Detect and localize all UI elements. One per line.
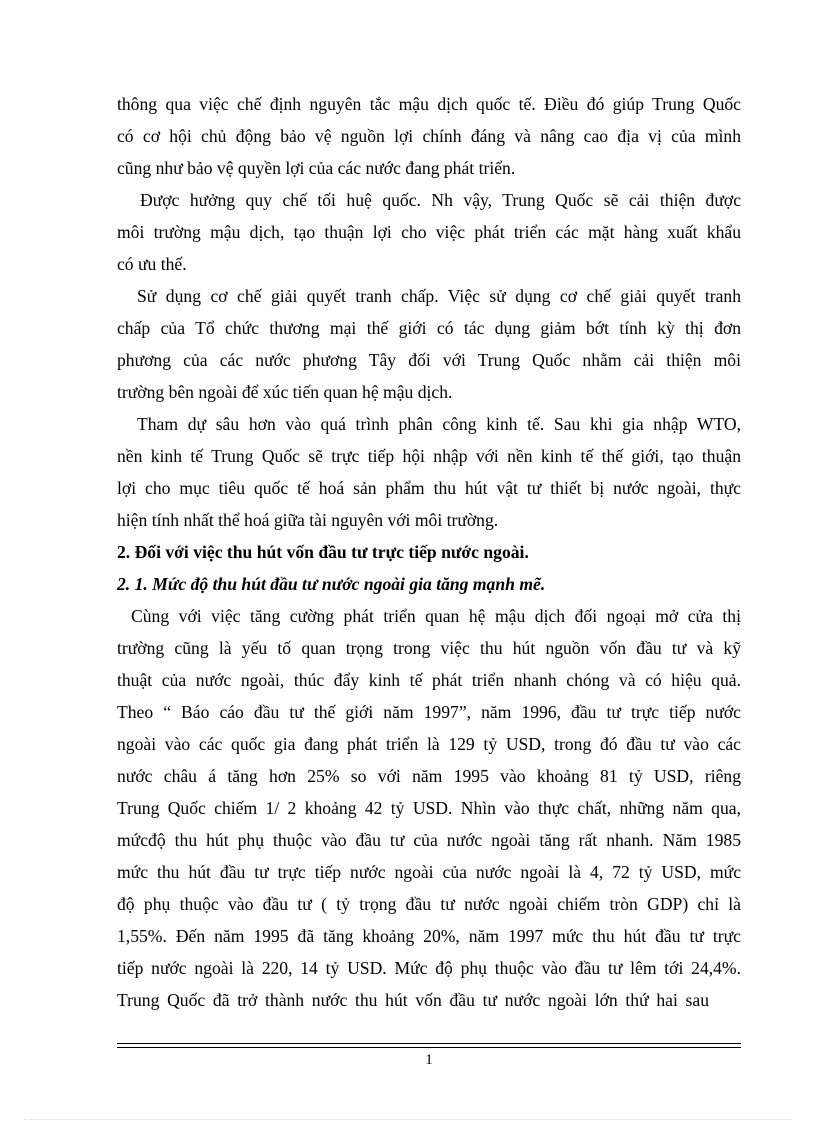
footer-divider [117, 1047, 741, 1048]
text-line: nước châu á tăng hơn 25% so với năm 1995 vào khoảng 81 tỷ USD, riêng [117, 766, 741, 786]
text-line: độ phụ thuộc vào đầu tư ( tỷ trọng đầu tư nước ngoài chiếm tròn GDP) chỉ là [117, 894, 741, 914]
text-line: trường bên ngoài để xúc tiến quan hệ mậu dịch. [117, 382, 453, 402]
text-line: cũng như bảo vệ quyền lợi của các nước đang phát triển. [117, 158, 516, 178]
text-line: thông qua việc chế định nguyên tắc mậu dịch quốc tế. Điều đó giúp Trung Quốc [117, 94, 741, 114]
text-line: phương của các nước phương Tây đối với Trung Quốc nhằm cải thiện môi [117, 350, 741, 370]
text-line: tiếp nước ngoài là 220, 14 tỷ USD. Mức độ phụ thuộc vào đầu tư lêm tới 24,4%. [117, 958, 741, 978]
text-line: Được hưởng quy chế tối huệ quốc. Nh vậy, Trung Quốc sẽ cải thiện được [140, 190, 741, 210]
text-line: hiện tính nhất thể hoá giữa tài nguyên với môi trường. [117, 510, 499, 530]
section-heading: 2. Đối với việc thu hút vốn đầu tư trực tiếp nước ngoài. [117, 542, 529, 562]
page-number: 1 [425, 1052, 433, 1068]
text-line: Tham dự sâu hơn vào quá trình phân công kinh tế. Sau khi gia nhập WTO, [137, 414, 741, 434]
text-line: môi trường mậu dịch, tạo thuận lợi cho việc phát triển các mặt hàng xuất khẩu [117, 222, 741, 242]
text-line: chấp của Tổ chức thương mại thế giới có tác dụng giảm bớt tính kỳ thị đơn [117, 318, 741, 338]
subsection-heading: 2. 1. Mức độ thu hút đầu tư nước ngoài gia tăng mạnh mẽ. [117, 574, 546, 594]
text-line: Trung Quốc chiếm 1/ 2 khoảng 42 tỷ USD. Nhìn vào thực chất, những năm qua, [117, 798, 741, 818]
text-line: trường cũng là yếu tố quan trọng trong việc thu hút nguồn vốn đầu tư và kỹ [117, 638, 741, 658]
text-line: ngoài vào các quốc gia đang phát triển là 129 tỷ USD, trong đó đầu tư vào các [117, 734, 741, 754]
text-line: Cùng với việc tăng cường phát triển quan hệ mậu dịch đối ngoại mở cửa thị [131, 606, 741, 626]
text-line: thuật của nước ngoài, thúc đẩy kinh tế phát triển nhanh chóng và có hiệu quả. [117, 670, 741, 690]
text-line: mứcđộ thu hút phụ thuộc vào đầu tư của nước ngoài tăng rất nhanh. Năm 1985 [117, 830, 741, 850]
text-line: có cơ hội chủ động bảo vệ nguồn lợi chính đáng và nâng cao địa vị của mình [117, 126, 741, 146]
text-line: lợi cho mục tiêu quốc tế hoá sản phẩm thu hút vật tư thiết bị nước ngoài, thực [117, 478, 741, 498]
text-line: Sử dụng cơ chế giải quyết tranh chấp. Việc sử dụng cơ chế giải quyết tranh [137, 286, 741, 306]
text-line: mức thu hút đầu tư trực tiếp nước ngoài của nước ngoài là 4, 72 tỷ USD, mức [117, 862, 741, 882]
text-line: 1,55%. Đến năm 1995 đã tăng khoảng 20%, năm 1997 mức thu hút đầu tư trực [117, 926, 741, 946]
text-line: nền kinh tế Trung Quốc sẽ trực tiếp hội nhập với nền kinh tế thế giới, tạo thuận [117, 446, 741, 466]
text-line: Theo “ Báo cáo đầu tư thế giới năm 1997”, năm 1996, đầu tư trực tiếp nước [117, 702, 741, 722]
text-line: Trung Quốc đã trở thành nước thu hút vốn đầu tư nước ngoài lớn thứ hai sau [117, 990, 709, 1010]
footer-divider [117, 1043, 741, 1044]
page-edge [24, 1119, 792, 1120]
text-line: có ưu thế. [117, 254, 187, 274]
